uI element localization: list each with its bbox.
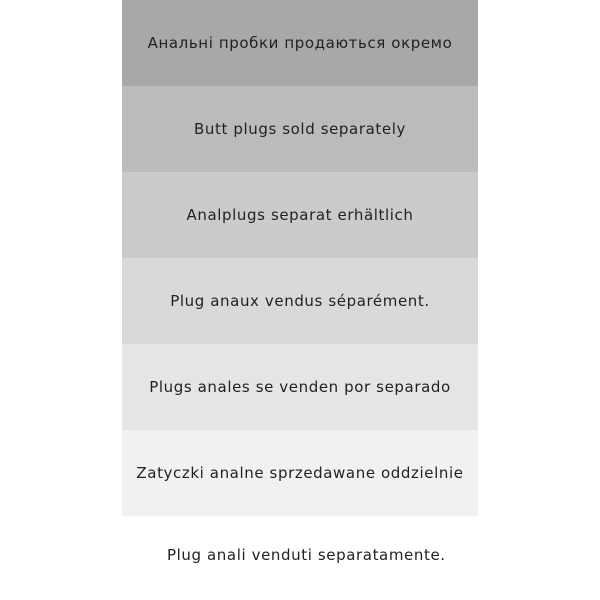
language-notice-stack (122, 0, 478, 600)
notice-spanish: Plugs anales se venden por separado (122, 344, 478, 430)
notice-german: Analplugs separat erhältlich (122, 172, 478, 258)
notice-italian: Plug anali venduti separatamente. (122, 516, 478, 594)
notice-polish: Zatyczki analne sprzedawane oddzielnie (122, 430, 478, 516)
notice-french: Plug anaux vendus séparément. (122, 258, 478, 344)
notice-english: Butt plugs sold separately (122, 86, 478, 172)
notice-ukrainian: Анальні пробки продаються окремо (122, 0, 478, 86)
